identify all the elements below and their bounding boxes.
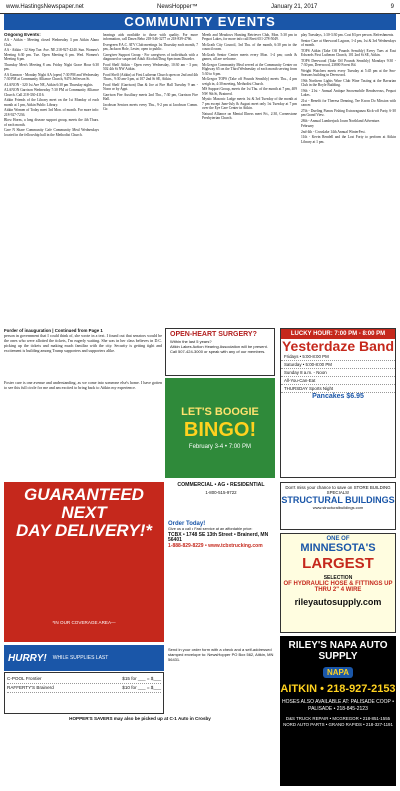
event-item: Evergreen P.A.C. ATV Club meetings 1st Thursday each month, 7 pm, Jackson Hole, Lester, open to public. (103, 43, 198, 52)
event-item: 11th - Kevin Rendell and the Lost Forty to perform at Aitkin Library at 1 pm. (301, 135, 396, 144)
page-header (0, 0, 400, 14)
mn-e: OF HYDRAULIC HOSE & FITTINGS UP THRU 2" 4 WIRE (283, 581, 393, 593)
order-title: Order Today! (168, 521, 206, 527)
hurry-banner (4, 645, 164, 671)
event-item: Food Shelf (Aitkin) at First Lutheran Church open on 2nd and 4th Thurs., 9:30 am-3 pm, at 107 2nd St SE, Aitkin. (103, 73, 198, 82)
order-form[interactable] (4, 672, 164, 714)
events-column-2 (103, 33, 198, 323)
mn-b: MINNESOTA'S (300, 542, 376, 554)
event-item: 19th - 21st - Annual Antique Snowmobile Rendezvous, Pequot Lakes. (301, 88, 396, 97)
event-item: Caregiver Support Group - For caregivers of individuals with a diagnosed or suspected Adult Alcohol/Drug Spectrum Disorder. (103, 53, 198, 62)
open-heart-title: OPEN-HEART SURGERY? (170, 331, 257, 338)
event-item: Food Shelf Aitkin - Open every Wednesday, 10:30 am - 3 pm; 502 4th St NW Aitkin. (103, 63, 198, 72)
continued-text: person in government that I could think of, she wrote in a text. I found out that senators would be the ones who were allotted the tickets, I'm eagerly waiting. She was in her class believes in D.C. picking up the tickets and making much familiar with the city. Security is getting tight and excitement is building among Trump supporters and supporters alike. (4, 333, 162, 353)
event-item: AA - Aitkin - Meeting closed Wednesday 3 pm Aitkin Alano Club. (4, 38, 99, 47)
event-item: Thursday Men's Meeting 8 am. Friday Night Grace Hour 6:30 pm. (4, 62, 99, 72)
band-name: Yesterdaze Band (281, 338, 395, 354)
event-item: McGrath City Council, 3rd Thu. of the month, 6:30 pm in the council room. (202, 43, 297, 52)
issue-date: January 21, 2017 (270, 3, 318, 10)
event-item: McGregor Community Meal served at the Community Center on Highway 65 on the Third Wednesday of each month serving from 5:30 to 6 pm. (202, 63, 297, 76)
events-column-1 (4, 33, 99, 323)
open-heart-body: Aitkin Lakes Action Hearing Association will be present. Call 507-424-3000 or speak with any of our members. (170, 344, 268, 354)
send-instructions (166, 645, 276, 715)
event-item: AA - Aitkin - 12 Step Tue. Ave. NE 218-927-4240. Sun. Women's Meeting 6:30 pm. Tue. Open Meeting 6 pm. Wed. Women's Meeting 6 pm. (4, 48, 99, 62)
napa-logo: NAPA (323, 667, 353, 678)
event-item: 27th - Dueling Pianos Fishing Extravaganza Kick-off Party, 6-30 pm Grand View. (301, 108, 396, 117)
send-text: Send in your order form with a check and a self-addressed stamped envelope to: NewsHopper PO Box 562, Aitkin, MN 56431. (168, 647, 274, 662)
event-item: Aitkin Women of Today meet 3rd Mon. of month. For more info: 218-927-7236. (4, 108, 99, 117)
guarantee-line-1: GUARANTEED NEXT (24, 485, 144, 522)
event-item: Aitkin Friends of the Library meet on the 1st Monday of each month at 1 pm, Aitkin Public Library. (4, 98, 99, 107)
event-item: play Tuesdays, 1:30-3:30 pm. Cost $3 per person. Refreshments. (301, 33, 395, 37)
event-item: McGrath Senior Center meets every Mon. 1-4 pm; cards & games, all are welcome. (202, 53, 297, 62)
order-address: TCBX • 1748 SE 13th Street • Brainerd, MN 56401 (168, 532, 269, 543)
event-item: Blow Horns, a long disease support group, meets the 4th Thurs. of each month. (4, 118, 99, 127)
commercial-phone: 1-800-515-9722 (205, 490, 237, 495)
struct-name: STRUCTURAL BUILDINGS (281, 495, 395, 505)
form-label: RAFFERTY'S Brainerd (7, 685, 54, 690)
column-heading: Ongoing Events: (4, 33, 41, 37)
ad-line: THURSDAY Sports Night (281, 385, 395, 393)
article-body: Foster care is one avenue and understanding, as we come into someone else's home. I have gotten to see this full circle for me and am excited to bring back to Aitkin my experience. (4, 380, 162, 390)
bingo-title: BINGO! (183, 419, 257, 441)
event-item: Garrison Fire Auxiliary meets 2nd Thu., 7:30 pm, Garrison Fire Hall. (103, 93, 198, 102)
riley-phone[interactable]: AITKIN • 218-927-2153 (280, 683, 396, 695)
form-label: C-POOL Frontier (7, 676, 42, 681)
commercial-ad[interactable] (166, 482, 276, 518)
event-item: 21st - Benefit for Theresa Denning, Tee Kwon Do Mission with cancer. (301, 98, 396, 107)
event-item: TOPS Deerwood (Take Off Pounds Sensibly) Mondays 9:30 - 7:30 pm, Deerwood, 23800 Forest Rd. (301, 58, 396, 67)
mn-c: LARGEST (302, 555, 374, 572)
struct-url[interactable]: www.structuralbuildings.com (312, 505, 364, 510)
hurry-title: HURRY! (8, 652, 47, 664)
continued-heading: Forder of inauguration | Continued from Page 1 (4, 328, 103, 333)
bingo-date: February 3-4 • 7:00 PM (188, 444, 252, 450)
events-column-3 (202, 33, 297, 323)
paper-name: NewsHopper™ (157, 3, 198, 10)
open-heart-sub: Within the last 5 years? (170, 339, 212, 344)
events-columns (4, 33, 396, 323)
ad-line: Fridays • 5:00-8:00 PM (281, 353, 395, 361)
lucky-hour: LUCKY HOUR: 7:00 PM - 8:00 PM (281, 329, 395, 339)
open-heart-ad[interactable] (165, 328, 275, 376)
form-row[interactable] (7, 684, 161, 693)
ad-line: Sunday 8 a.m. - Noon (281, 369, 395, 377)
article-text (4, 380, 162, 478)
order-info (166, 520, 274, 642)
mn-a: ONE OF (326, 536, 350, 542)
struct-tagline: Don't miss your chance to save on STORE BUILDING SPECIALS! (285, 485, 391, 495)
event-item: Senior Care at Sherwood Lagoon, 1-4 pm, 1st & 3rd Wednesdays of month. (301, 38, 396, 47)
bingo-ad[interactable] (165, 378, 275, 478)
form-price: $15 for ___ = $___ (122, 676, 161, 681)
page-number: 9 (390, 3, 394, 10)
event-item: Food Shelf (Garrison) Dan & Joe at Fire Hall Tuesday 9 am - Noon or by Appt. (103, 83, 198, 92)
mn-url[interactable]: rileyautosupply.com (294, 597, 382, 607)
order-text: Give us a call • Fast service at an affordable price: (168, 526, 253, 531)
event-item: Natural Alliance on Mental Illness meet Fri., 2:30, Cornerstone Presbyterian Church. (202, 111, 297, 121)
event-item: ALANON Garrison Wednesday 7:30 PM at Community Alliance Church. Call 218-330-4116. (4, 88, 99, 97)
event-item: February (301, 124, 314, 129)
section-banner: COMMUNITY EVENTS (4, 14, 396, 30)
pancake-price: Pancakes $6.95 (312, 393, 364, 400)
minnesota-largest-ad[interactable] (280, 533, 396, 633)
form-row[interactable] (7, 675, 161, 684)
event-item: Meeth and Meadows Hunting Retriever Club, Mon. 5:30 pm in Pequot Lakes, for more info call Brett 651-278-5049. (202, 33, 297, 42)
continued-article (4, 328, 162, 378)
events-column-4 (301, 33, 396, 323)
structural-buildings-ad[interactable] (280, 482, 396, 530)
event-item: McGregor TOPS (Take off Pounds Sensibly) meets Thu., 4 pm weigh in, 4:30 meeting, Methodist Church. (202, 77, 297, 86)
event-item: AA Gamson - Monday Night AA (open) 7:30 PM and Wednesday 7:30 PM at Community Alliance Church, 9476 Jefferson St. (4, 72, 99, 82)
event-item: 19th Northern Lights Wine Club Wine Tasting at the Bavarian Club in the Boyle Building. (301, 78, 396, 87)
event-item: Weight Watchers meets every Tuesday at 5:45 pm at the Sno-Seasons building in Deerwood. (301, 68, 396, 77)
ad-line: Saturday • 5:00-8:00 PM (281, 361, 395, 369)
commercial-types: COMMERCIAL • AG • RESIDENTIAL (177, 482, 265, 488)
coverage-note: *IN OUR COVERAGE AREA— (52, 620, 116, 625)
order-phone[interactable]: 1-888-829-8229 • www.tcbxtrucking.com (168, 543, 263, 550)
event-item: 28th - Annual Lumberjack Journ Northland Adventure. (301, 118, 381, 123)
hoppers-savers-note: HOPPER'S SAVERS may also be picked up at C-1 Auto in Crosby (69, 716, 211, 721)
event-item: Mystic Masonic Lodge meets 1st & 3rd Tuesday of the month at 7 pm except June-July & August meet only 1st Tuesday at 7 pm over the Eye Care Center in Aitkin. (202, 97, 297, 111)
event-item: 2nd-4th - Crosslake 14th Annual WinterFest. (301, 129, 366, 134)
event-item: Care N Share Community Cafe Community Meal Wednesdays located in the fellowship hall in the Methodist Church. (4, 128, 99, 137)
event-item: MS Support Group, meets the 1st Thu. of the month at 7 pm, 409 NW 9th St, Brainerd. (202, 87, 297, 96)
mn-d: SELECTION (323, 575, 353, 581)
riley-name: RILEY'S NAPA AUTO SUPPLY (288, 640, 388, 662)
event-item: TOPS Aitkin (Take Off Pounds Sensibly) Every Tues at East Edwards First Lutheran Church, 101 2nd St SE, Aitkin. (301, 48, 396, 57)
event-item: Jacobson Seniors meets every Thu., 9-2 pm at Jacobson Comm. Ctr. (103, 103, 198, 112)
guaranteed-delivery-ad[interactable] (4, 482, 164, 642)
ad-line: All-You-Can-Eat (281, 377, 395, 385)
guarantee-line-2: DAY DELIVERY!* (15, 521, 153, 540)
event-item: ALANON - 320 1st Ave NE, Aitkin 6:30 pm Thursday nights. (4, 82, 94, 87)
riley-also: HOSES ALSO AVAILABLE AT: PALISADE COOP • PALISADE • 218-845-2123 (282, 699, 394, 712)
event-item: hearings aids available to those with quality. For more information, call Dawn Bebo 218-546-3277 or 218-839-4766. (103, 33, 198, 42)
riley-locations: D&S TRUCK REPAIR • MCGREGOR • 218-851-1555 NORD AUTO PARTS • GRAND RAPIDS • 218-327-1191 (283, 716, 393, 727)
website-url[interactable]: www.HastingsNewspaper.net (6, 3, 84, 10)
form-price: $10 for ___ = $___ (122, 685, 161, 690)
riley-napa-ad[interactable] (280, 636, 396, 786)
restaurant-ad[interactable] (280, 328, 396, 478)
bingo-lets: LET'S BOOGIE (181, 406, 259, 418)
hurry-sub: WHILE SUPPLIES LAST (52, 655, 109, 661)
